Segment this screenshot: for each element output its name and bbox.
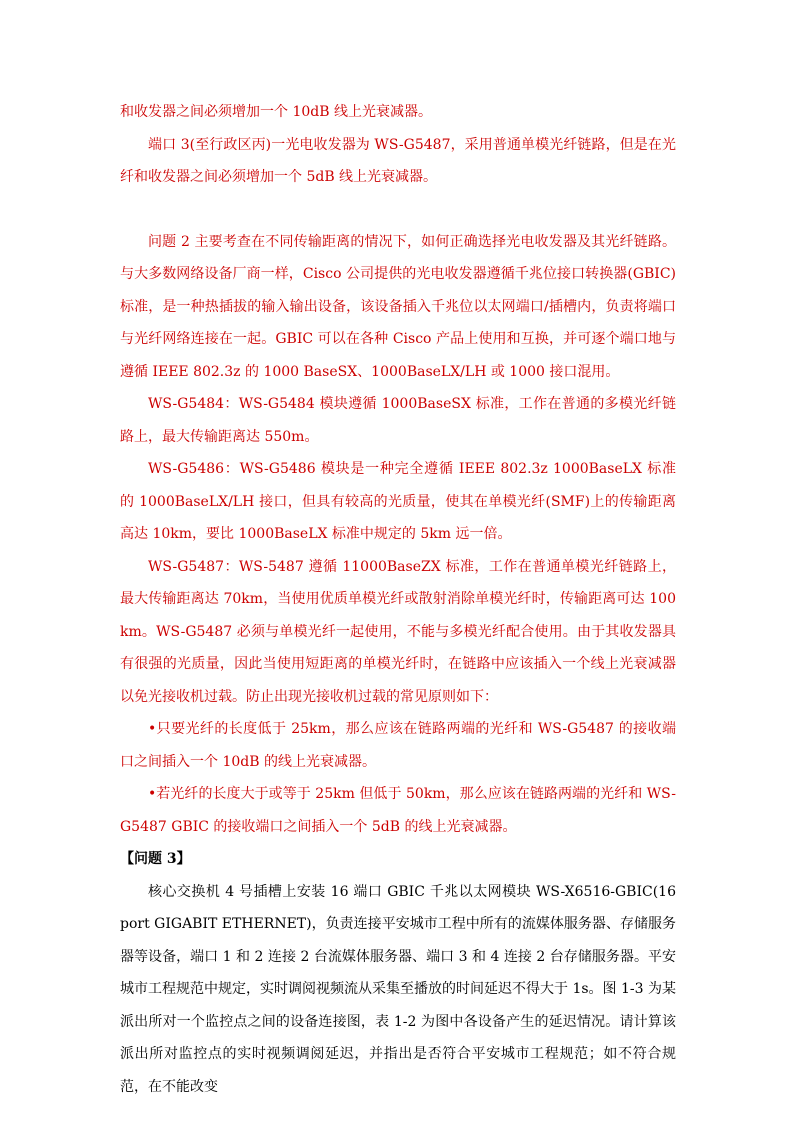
paragraph-port3: 端口 3(至行政区丙)一光电收发器为 WS-G5487，采用普通单模光纤链路，但是在光纤和收发器之间必须增加一个 5dB 线上光衰减器。 xyxy=(120,136,676,185)
paragraph-ws-g5484: WS-G5484：WS-G5484 模块遵循 1000BaseSX 标准，工作在普通的多模光纤链路上，最大传输距离达 550m。 xyxy=(120,396,676,445)
bullet-under-25km: •只要光纤的长度低于 25km，那么应该在链路两端的光纤和 WS-G5487 的接收端口之间插入一个 10dB 的线上光衰减器。 xyxy=(120,721,676,770)
question3-body: 核心交换机 4 号插槽上安装 16 端口 GBIC 千兆以太网模块 WS-X6516-GBIC(16 port GIGABIT ETHERNET)，负责连接平安城市工程中所有的流媒体服务器、存储服务器等设备，端口 1 和 2 连接 2 台流媒体服务器、端口 3 和 4 连接 2 台存储服务器。平安城市工程规范中规定，实时调阅视频流从采集至播放的时间延迟不得大于 1s。图 1-3 为某派出所对一个监控点之间的设备连接图，表 1-2 为图中各设备产生的延迟情况。请计算该派出所对监控点的实时视频调阅延迟，并指出是否符合平安城市工程规范；如不符合规范，在不能改变 xyxy=(120,883,676,1095)
page-content xyxy=(120,96,676,1103)
paragraph-attenuator-10db: 和收发器之间必须增加一个 10dB 线上光衰减器。 xyxy=(120,104,432,120)
paragraph-gap xyxy=(120,194,676,226)
paragraph-question2-analysis: 问题 2 主要考查在不同传输距离的情况下，如何正确选择光电收发器及其光纤链路。与大多数网络设备厂商一样，Cisco 公司提供的光电收发器遵循千兆位接口转换器(GBIC)标准，是一种热插拔的输入输出设备，该设备插入千兆位以太网端口/插槽内，负责将端口与光纤网络连接在一起。GBIC 可以在各种 Cisco 产品上使用和互换，并可逐个端口地与遵循 IEEE 802.3z 的 1000 BaseSX、1000BaseLX/LH 或 1000 接口混用。 xyxy=(120,233,676,380)
question3-heading: 【问题 3】 xyxy=(120,851,191,867)
paragraph-ws-g5486: WS-G5486：WS-G5486 模块是一种完全遵循 IEEE 802.3z 1000BaseLX 标准的 1000BaseLX/LH 接口，但具有较高的光质量，使其在单模光纤(SMF)上的传输距离高达 10km，要比 1000BaseLX 标准中规定的 5km 远一倍。 xyxy=(120,461,676,542)
paragraph-ws-g5487: WS-G5487：WS-5487 遵循 11000BaseZX 标准，工作在普通单模光纤链路上，最大传输距离达 70km，当使用优质单模光纤或散射消除单模光纤时，传输距离可达 100km。WS-G5487 必须与单模光纤一起使用，不能与多模光纤配合使用。由于其收发器具有很强的光质量，因此当使用短距离的单模光纤时，在链路中应该插入一个线上光衰减器以免光接收机过载。防止出现光接收机过载的常见原则如下： xyxy=(120,558,676,705)
bullet-25-to-50km: •若光纤的长度大于或等于 25km 但低于 50km，那么应该在链路两端的光纤和 WS-G5487 GBIC 的接收端口之间插入一个 5dB 的线上光衰减器。 xyxy=(120,786,676,835)
